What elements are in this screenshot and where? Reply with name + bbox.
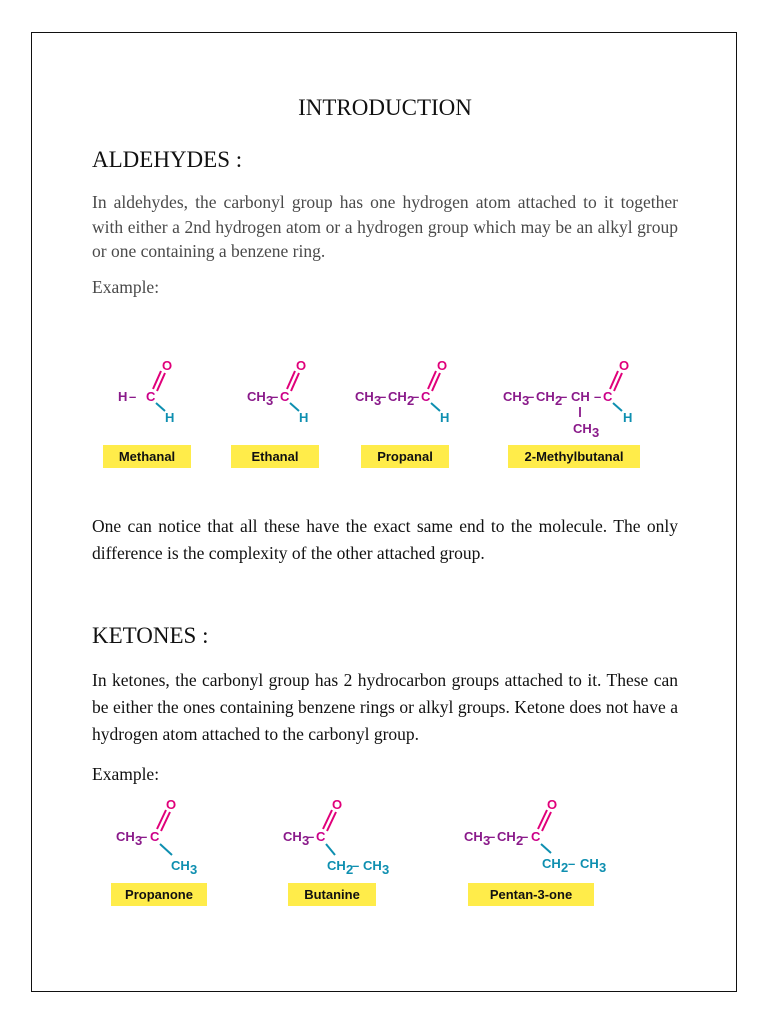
subscript-2: 2 xyxy=(346,862,354,877)
propanone-label: Propanone xyxy=(111,883,207,906)
subscript-2: 2 xyxy=(407,393,415,408)
aldehydes-paragraph: In aldehydes, the carbonyl group has one hydrogen atom attached to it together with either a 2nd hydrogen atom or a hydrogen group which may be an alkyl group or one containing a benzene ring. xyxy=(92,192,678,261)
methanal-structure xyxy=(118,355,198,425)
subscript-3: 3 xyxy=(302,833,310,848)
subscript-3: 3 xyxy=(190,862,198,877)
subscript-3: 3 xyxy=(382,862,390,877)
atom-oxygen: O xyxy=(332,797,343,812)
subscript-3: 3 xyxy=(135,833,143,848)
ketones-example-label: Example: xyxy=(92,764,160,784)
ethanal-structure xyxy=(247,355,327,425)
subscript-3: 3 xyxy=(266,393,274,408)
propanone-structure xyxy=(116,793,216,883)
atom-oxygen: O xyxy=(162,358,173,373)
methylene-group: CH xyxy=(536,389,555,404)
atom-carbon: C xyxy=(146,389,156,404)
bond-dash: – xyxy=(560,389,568,404)
bond-dash: – xyxy=(352,858,360,873)
methyl-group: CH xyxy=(355,389,374,404)
bond-dash: – xyxy=(129,389,137,404)
methyl-group: CH xyxy=(116,829,135,844)
bond-dash: – xyxy=(521,829,529,844)
methanal-label: Methanal xyxy=(103,445,191,468)
atom-oxygen: O xyxy=(437,358,448,373)
atom-oxygen: O xyxy=(547,797,558,812)
atom-oxygen: O xyxy=(619,358,630,373)
subscript-3: 3 xyxy=(374,393,382,408)
atom-carbon: C xyxy=(280,389,290,404)
atom-carbon: C xyxy=(603,389,613,404)
pentan-3-one-structure xyxy=(464,793,624,883)
aldehydes-note: One can notice that all these have the exact same end to the molecule. The only difference is the complexity of the other attached group. xyxy=(92,516,678,563)
methyl-group: CH xyxy=(503,389,522,404)
methyl-right: CH xyxy=(363,858,382,873)
atom-oxygen: O xyxy=(296,358,307,373)
methylene-group: CH xyxy=(388,389,407,404)
bond-dash: – xyxy=(140,829,148,844)
subscript-3: 3 xyxy=(483,833,491,848)
subscript-3: 3 xyxy=(592,425,600,440)
subscript-2: 2 xyxy=(555,393,563,408)
propanal-structure xyxy=(355,355,465,425)
subscript-3: 3 xyxy=(599,860,607,875)
bond-dash: – xyxy=(527,389,535,404)
subscript-2: 2 xyxy=(516,833,524,848)
atom-h-right: H xyxy=(165,410,175,425)
atom-oxygen: O xyxy=(166,797,177,812)
atom-h-right: H xyxy=(623,410,633,425)
bond-dash: – xyxy=(594,389,602,404)
subscript-2: 2 xyxy=(561,860,569,875)
propanal-label: Propanal xyxy=(361,445,449,468)
methylene-right: CH xyxy=(542,856,561,871)
bond-dash: – xyxy=(307,829,315,844)
bond-dash: – xyxy=(271,389,279,404)
methylene-group: CH xyxy=(497,829,516,844)
butanine-label: Butanine xyxy=(288,883,376,906)
atom-carbon: C xyxy=(421,389,431,404)
ketones-heading: KETONES : xyxy=(92,623,209,648)
butanine-structure xyxy=(283,793,413,883)
document-page xyxy=(31,32,737,992)
page-title: INTRODUCTION xyxy=(298,95,472,120)
methyl-group: CH xyxy=(247,389,266,404)
atom-carbon: C xyxy=(531,829,541,844)
2-methylbutanal-structure xyxy=(503,355,643,445)
methyl-group: CH xyxy=(464,829,483,844)
2-methylbutanal-label: 2-Methylbutanal xyxy=(508,445,640,468)
methine-group: CH xyxy=(571,389,590,404)
bond-dash: – xyxy=(488,829,496,844)
ketones-paragraph: In ketones, the carbonyl group has 2 hydrocarbon groups attached to it. These can be either the ones containing benzene rings or alkyl groups. Ketone does not have a hydrogen atom attached to the carbonyl group. xyxy=(92,670,678,744)
pentan-3-one-label: Pentan-3-one xyxy=(468,883,594,906)
methyl-branch: CH xyxy=(573,421,592,436)
atom-h-right: H xyxy=(440,410,450,425)
atom-carbon: C xyxy=(150,829,160,844)
aldehydes-example-label: Example: xyxy=(92,277,160,297)
methyl-group: CH xyxy=(283,829,302,844)
methylene-right: CH xyxy=(327,858,346,873)
atom-carbon: C xyxy=(316,829,326,844)
methyl-right: CH xyxy=(580,856,599,871)
subscript-3: 3 xyxy=(522,393,530,408)
bond-dash: – xyxy=(568,856,576,871)
atom-h-left: H xyxy=(118,389,128,404)
bond-dash: – xyxy=(412,389,420,404)
atom-h-right: H xyxy=(299,410,309,425)
bond-dash: – xyxy=(379,389,387,404)
aldehydes-heading: ALDEHYDES : xyxy=(92,147,243,172)
methyl-right: CH xyxy=(171,858,190,873)
ethanal-label: Ethanal xyxy=(231,445,319,468)
